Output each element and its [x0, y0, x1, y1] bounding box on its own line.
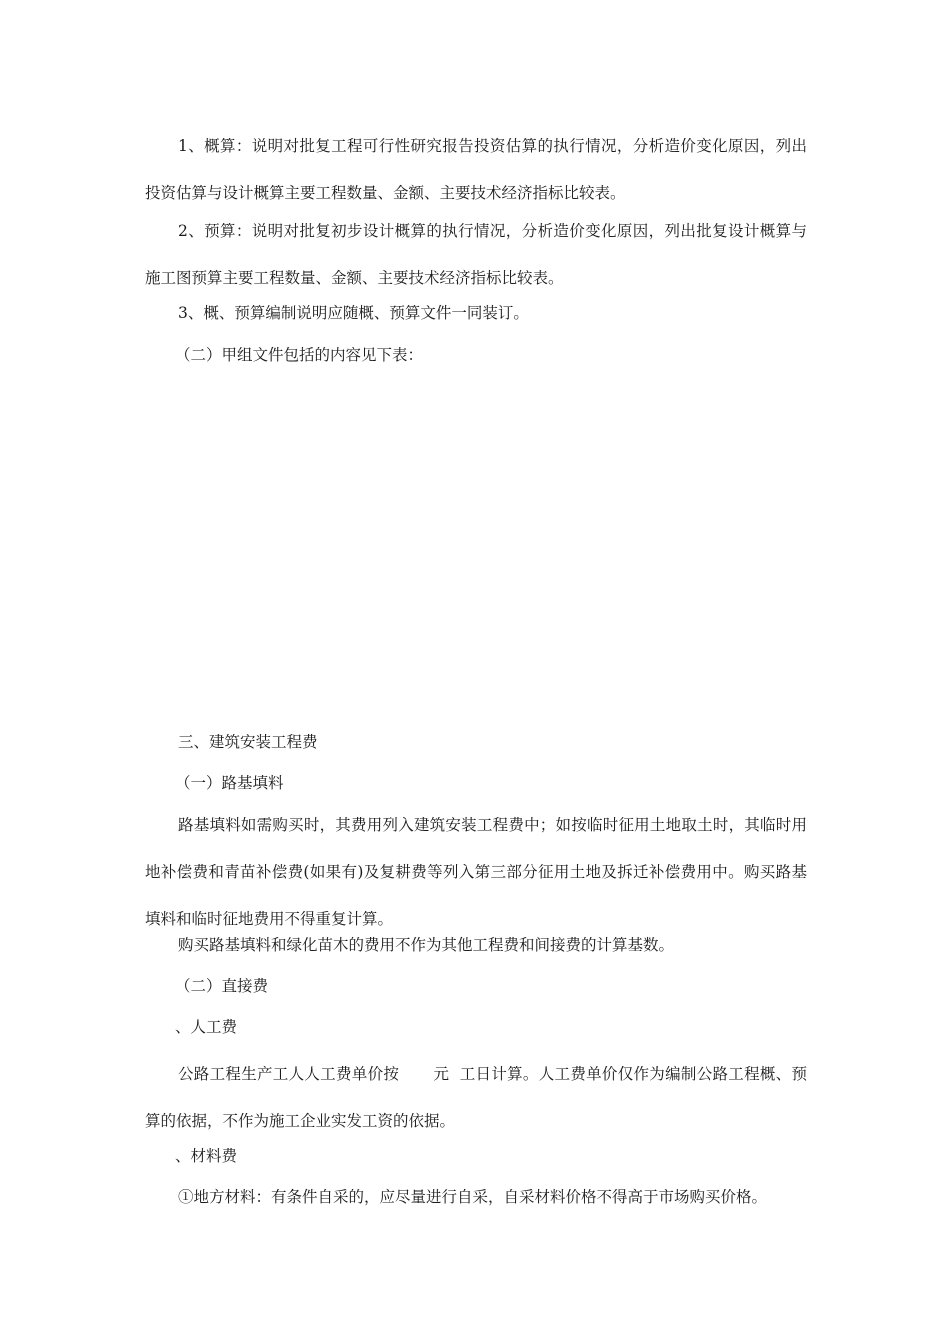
- paragraph-fill-purchase: 路基填料如需购买时，其费用列入建筑安装工程费中；如按临时征用土地取土时，其临时用地补偿费和青苗补偿费(如果有)及复耕费等列入第三部分征用土地及拆迁补偿费用中。购买路基填料和临时征地费用不得重复计算。: [145, 816, 807, 928]
- subheading-subgrade-fill: （一）路基填料: [175, 774, 284, 792]
- section-heading-construction-cost: 三、建筑安装工程费: [178, 733, 318, 751]
- subheading-material-cost: 、材料费: [175, 1147, 238, 1165]
- paragraph-fill-base: 购买路基填料和绿化苗木的费用不作为其他工程费和间接费的计算基数。: [178, 936, 675, 954]
- paragraph-budget: 2、预算：说明对批复初步设计概算的执行情况，分析造价变化原因，列出批复设计概算与施工图预算主要工程数量、金额、主要技术经济指标比较表。: [145, 222, 807, 287]
- labor-unit: 元: [433, 1065, 450, 1083]
- paragraph-binding: 3、概、预算编制说明应随概、预算文件一同装订。: [178, 304, 529, 322]
- labor-text-b: 工日计算。人工费单价仅作为编制公路工程概、预算的依据，不作为施工企业实发工资的依据。: [145, 1065, 807, 1130]
- paragraph-labor-cost: [145, 1051, 807, 1145]
- paragraph-estimate: 1、概算：说明对批复工程可行性研究报告投资估算的执行情况，分析造价变化原因，列出投资估算与设计概算主要工程数量、金额、主要技术经济指标比较表。: [145, 137, 807, 202]
- subheading-group-a-files: （二）甲组文件包括的内容见下表：: [175, 346, 424, 364]
- subheading-labor-cost: 、人工费: [175, 1018, 238, 1036]
- paragraph-local-materials: ①地方材料：有条件自采的，应尽量进行自采，自采材料价格不得高于市场购买价格。: [178, 1188, 768, 1206]
- subheading-direct-cost: （二）直接费: [175, 977, 269, 995]
- labor-text-a: 公路工程生产工人人工费单价按: [178, 1065, 400, 1083]
